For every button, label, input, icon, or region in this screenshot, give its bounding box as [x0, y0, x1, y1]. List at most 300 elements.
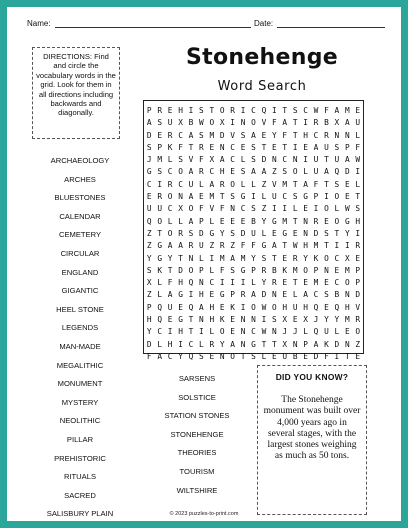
- grid-letter[interactable]: E: [167, 315, 173, 325]
- grid-letter[interactable]: F: [219, 204, 225, 214]
- grid-letter[interactable]: C: [230, 155, 235, 165]
- grid-letter[interactable]: H: [303, 302, 308, 312]
- grid-letter[interactable]: C: [240, 204, 246, 214]
- grid-letter[interactable]: J: [292, 327, 298, 337]
- grid-letter[interactable]: L: [199, 179, 204, 189]
- grid-letter[interactable]: U: [167, 302, 173, 312]
- grid-letter[interactable]: N: [240, 327, 246, 337]
- grid-letter[interactable]: S: [178, 155, 183, 165]
- grid-letter[interactable]: H: [199, 290, 204, 300]
- grid-letter[interactable]: Q: [188, 278, 194, 288]
- grid-letter[interactable]: R: [261, 265, 267, 275]
- grid-letter[interactable]: O: [303, 265, 308, 275]
- grid-letter[interactable]: E: [199, 192, 204, 202]
- grid-letter[interactable]: B: [324, 118, 329, 128]
- grid-letter[interactable]: D: [240, 228, 246, 238]
- grid-letter[interactable]: P: [199, 265, 204, 275]
- grid-letter[interactable]: T: [271, 253, 277, 263]
- grid-letter[interactable]: I: [230, 118, 235, 128]
- grid-letter[interactable]: Q: [157, 302, 163, 312]
- grid-letter[interactable]: U: [292, 302, 298, 312]
- grid-letter[interactable]: A: [303, 179, 308, 189]
- grid-letter[interactable]: E: [282, 253, 288, 263]
- grid-letter[interactable]: S: [146, 265, 152, 275]
- grid-letter[interactable]: O: [230, 351, 235, 361]
- grid-letter[interactable]: F: [146, 351, 152, 361]
- grid-letter[interactable]: Y: [271, 130, 277, 140]
- grid-letter[interactable]: F: [199, 155, 204, 165]
- grid-letter[interactable]: S: [146, 142, 152, 152]
- grid-letter[interactable]: L: [209, 265, 215, 275]
- grid-letter[interactable]: C: [209, 278, 215, 288]
- grid-letter[interactable]: S: [324, 228, 329, 238]
- grid-letter[interactable]: X: [146, 278, 152, 288]
- grid-letter[interactable]: T: [334, 228, 340, 238]
- grid-letter[interactable]: P: [355, 278, 361, 288]
- grid-letter[interactable]: S: [157, 167, 163, 177]
- grid-letter[interactable]: T: [324, 241, 329, 251]
- grid-letter[interactable]: W: [344, 204, 350, 214]
- grid-letter[interactable]: O: [251, 118, 256, 128]
- grid-letter[interactable]: E: [282, 290, 288, 300]
- grid-letter[interactable]: X: [303, 315, 308, 325]
- grid-letter[interactable]: O: [251, 302, 256, 312]
- grid-letter[interactable]: T: [282, 142, 288, 152]
- grid-letter[interactable]: N: [344, 290, 350, 300]
- grid-letter[interactable]: A: [344, 118, 350, 128]
- grid-letter[interactable]: U: [146, 204, 152, 214]
- name-field[interactable]: [27, 19, 251, 28]
- grid-letter[interactable]: S: [324, 290, 329, 300]
- grid-letter[interactable]: L: [157, 339, 163, 349]
- grid-letter[interactable]: I: [334, 351, 340, 361]
- grid-letter[interactable]: S: [251, 155, 256, 165]
- grid-letter[interactable]: M: [240, 253, 246, 263]
- grid-letter[interactable]: T: [271, 339, 277, 349]
- grid-letter[interactable]: Y: [167, 253, 173, 263]
- grid-letter[interactable]: G: [240, 265, 246, 275]
- grid-letter[interactable]: S: [292, 192, 298, 202]
- grid-letter[interactable]: N: [251, 315, 256, 325]
- grid-letter[interactable]: O: [292, 167, 298, 177]
- grid-letter[interactable]: G: [178, 315, 183, 325]
- grid-letter[interactable]: K: [167, 142, 173, 152]
- grid-letter[interactable]: A: [188, 192, 194, 202]
- grid-letter[interactable]: I: [188, 290, 194, 300]
- grid-letter[interactable]: X: [282, 339, 288, 349]
- grid-letter[interactable]: Z: [146, 228, 152, 238]
- grid-letter[interactable]: Z: [146, 290, 152, 300]
- grid-letter[interactable]: T: [282, 241, 288, 251]
- grid-letter[interactable]: Y: [146, 253, 152, 263]
- name-line[interactable]: [55, 20, 251, 28]
- grid-letter[interactable]: R: [209, 339, 215, 349]
- grid-letter[interactable]: R: [188, 241, 194, 251]
- grid-letter[interactable]: S: [199, 106, 204, 115]
- grid-letter[interactable]: Z: [355, 339, 361, 349]
- grid-letter[interactable]: L: [209, 216, 215, 226]
- grid-letter[interactable]: U: [199, 241, 204, 251]
- grid-letter[interactable]: I: [261, 315, 267, 325]
- grid-letter[interactable]: U: [324, 142, 329, 152]
- grid-letter[interactable]: G: [261, 241, 267, 251]
- grid-letter[interactable]: F: [324, 106, 329, 115]
- grid-letter[interactable]: E: [240, 216, 246, 226]
- grid-letter[interactable]: A: [271, 241, 277, 251]
- grid-letter[interactable]: D: [261, 290, 267, 300]
- grid-letter[interactable]: N: [219, 351, 225, 361]
- grid-letter[interactable]: D: [313, 351, 319, 361]
- grid-letter[interactable]: Y: [261, 216, 267, 226]
- grid-letter[interactable]: F: [167, 278, 173, 288]
- grid-letter[interactable]: D: [313, 228, 319, 238]
- grid-letter[interactable]: W: [313, 106, 319, 115]
- grid-letter[interactable]: G: [303, 192, 308, 202]
- grid-letter[interactable]: N: [303, 228, 308, 238]
- grid-letter[interactable]: V: [188, 155, 194, 165]
- grid-letter[interactable]: R: [167, 130, 173, 140]
- grid-letter[interactable]: N: [240, 339, 246, 349]
- grid-letter[interactable]: Q: [313, 327, 319, 337]
- grid-letter[interactable]: Q: [261, 106, 267, 115]
- date-line[interactable]: [277, 20, 385, 28]
- grid-letter[interactable]: I: [240, 302, 246, 312]
- grid-letter[interactable]: Y: [261, 278, 267, 288]
- grid-letter[interactable]: G: [219, 290, 225, 300]
- grid-letter[interactable]: C: [157, 327, 163, 337]
- grid-letter[interactable]: K: [313, 253, 319, 263]
- grid-letter[interactable]: T: [324, 155, 329, 165]
- grid-letter[interactable]: G: [146, 167, 152, 177]
- grid-letter[interactable]: I: [334, 241, 340, 251]
- grid-letter[interactable]: P: [146, 106, 152, 115]
- grid-letter[interactable]: L: [334, 204, 340, 214]
- grid-letter[interactable]: A: [344, 155, 350, 165]
- grid-letter[interactable]: C: [313, 290, 319, 300]
- grid-letter[interactable]: R: [292, 253, 298, 263]
- grid-letter[interactable]: O: [230, 179, 235, 189]
- grid-letter[interactable]: F: [271, 118, 277, 128]
- grid-letter[interactable]: T: [292, 118, 298, 128]
- grid-letter[interactable]: R: [313, 118, 319, 128]
- grid-letter[interactable]: R: [219, 179, 225, 189]
- grid-letter[interactable]: M: [282, 179, 288, 189]
- grid-letter[interactable]: W: [261, 327, 267, 337]
- grid-letter[interactable]: T: [324, 179, 329, 189]
- grid-letter[interactable]: I: [240, 106, 246, 115]
- grid-letter[interactable]: S: [240, 167, 246, 177]
- grid-letter[interactable]: L: [261, 192, 267, 202]
- grid-letter[interactable]: S: [230, 192, 235, 202]
- grid-letter[interactable]: A: [230, 253, 235, 263]
- grid-letter[interactable]: D: [344, 167, 350, 177]
- grid-letter[interactable]: M: [282, 216, 288, 226]
- grid-letter[interactable]: N: [303, 216, 308, 226]
- grid-letter[interactable]: M: [292, 265, 298, 275]
- grid-letter[interactable]: S: [199, 351, 204, 361]
- grid-letter[interactable]: I: [178, 339, 183, 349]
- grid-letter[interactable]: G: [271, 216, 277, 226]
- grid-letter[interactable]: L: [261, 351, 267, 361]
- grid-letter[interactable]: C: [230, 142, 235, 152]
- grid-letter[interactable]: R: [271, 278, 277, 288]
- grid-letter[interactable]: G: [157, 253, 163, 263]
- grid-letter[interactable]: I: [271, 204, 277, 214]
- grid-letter[interactable]: O: [157, 216, 163, 226]
- grid-letter[interactable]: L: [261, 228, 267, 238]
- grid-letter[interactable]: R: [178, 228, 183, 238]
- grid-letter[interactable]: T: [292, 278, 298, 288]
- grid-letter[interactable]: C: [251, 106, 256, 115]
- grid-letter[interactable]: I: [303, 155, 308, 165]
- grid-letter[interactable]: E: [209, 290, 215, 300]
- grid-letter[interactable]: P: [313, 192, 319, 202]
- grid-letter[interactable]: E: [157, 130, 163, 140]
- grid-letter[interactable]: C: [146, 179, 152, 189]
- grid-letter[interactable]: F: [178, 142, 183, 152]
- grid-letter[interactable]: T: [292, 179, 298, 189]
- grid-letter[interactable]: L: [303, 167, 308, 177]
- grid-letter[interactable]: R: [355, 315, 361, 325]
- grid-letter[interactable]: N: [271, 290, 277, 300]
- grid-letter[interactable]: E: [178, 302, 183, 312]
- grid-letter[interactable]: R: [313, 216, 319, 226]
- grid-letter[interactable]: O: [324, 253, 329, 263]
- grid-letter[interactable]: E: [292, 228, 298, 238]
- grid-letter[interactable]: X: [209, 155, 215, 165]
- grid-letter[interactable]: T: [219, 192, 225, 202]
- grid-letter[interactable]: Y: [146, 327, 152, 337]
- grid-letter[interactable]: E: [271, 228, 277, 238]
- grid-letter[interactable]: A: [261, 167, 267, 177]
- grid-letter[interactable]: G: [344, 216, 350, 226]
- grid-letter[interactable]: U: [313, 167, 319, 177]
- grid-letter[interactable]: T: [261, 142, 267, 152]
- grid-letter[interactable]: Z: [230, 241, 235, 251]
- grid-letter[interactable]: E: [271, 351, 277, 361]
- grid-letter[interactable]: T: [282, 106, 288, 115]
- grid-letter[interactable]: E: [240, 142, 246, 152]
- grid-letter[interactable]: O: [271, 302, 277, 312]
- grid-letter[interactable]: M: [313, 241, 319, 251]
- grid-letter[interactable]: A: [324, 167, 329, 177]
- grid-letter[interactable]: T: [178, 253, 183, 263]
- grid-letter[interactable]: V: [271, 179, 277, 189]
- grid-letter[interactable]: X: [282, 315, 288, 325]
- grid-letter[interactable]: H: [167, 339, 173, 349]
- grid-letter[interactable]: L: [251, 278, 256, 288]
- grid-letter[interactable]: C: [282, 192, 288, 202]
- grid-letter[interactable]: S: [334, 179, 340, 189]
- grid-letter[interactable]: R: [157, 106, 163, 115]
- grid-letter[interactable]: O: [344, 278, 350, 288]
- grid-letter[interactable]: L: [292, 290, 298, 300]
- grid-letter[interactable]: G: [251, 339, 256, 349]
- grid-letter[interactable]: E: [167, 106, 173, 115]
- grid-letter[interactable]: U: [188, 179, 194, 189]
- grid-letter[interactable]: T: [188, 315, 194, 325]
- grid-letter[interactable]: W: [199, 118, 204, 128]
- grid-letter[interactable]: N: [271, 327, 277, 337]
- grid-letter[interactable]: F: [240, 241, 246, 251]
- grid-letter[interactable]: C: [313, 130, 319, 140]
- grid-letter[interactable]: O: [334, 216, 340, 226]
- grid-letter[interactable]: L: [334, 327, 340, 337]
- grid-letter[interactable]: M: [344, 315, 350, 325]
- grid-letter[interactable]: E: [230, 167, 235, 177]
- grid-letter[interactable]: C: [167, 351, 173, 361]
- grid-letter[interactable]: L: [355, 179, 361, 189]
- grid-letter[interactable]: R: [199, 167, 204, 177]
- grid-letter[interactable]: Y: [303, 253, 308, 263]
- grid-letter[interactable]: I: [209, 253, 215, 263]
- grid-letter[interactable]: B: [292, 351, 298, 361]
- grid-letter[interactable]: U: [324, 327, 329, 337]
- grid-letter[interactable]: O: [334, 192, 340, 202]
- grid-letter[interactable]: C: [282, 155, 288, 165]
- grid-letter[interactable]: P: [146, 302, 152, 312]
- grid-letter[interactable]: T: [292, 130, 298, 140]
- grid-letter[interactable]: Z: [261, 179, 267, 189]
- grid-letter[interactable]: D: [178, 265, 183, 275]
- grid-letter[interactable]: Y: [178, 351, 183, 361]
- grid-letter[interactable]: T: [188, 327, 194, 337]
- grid-letter[interactable]: A: [146, 118, 152, 128]
- grid-letter[interactable]: O: [324, 204, 329, 214]
- grid-letter[interactable]: M: [209, 130, 215, 140]
- grid-letter[interactable]: W: [355, 155, 361, 165]
- grid-letter[interactable]: U: [251, 228, 256, 238]
- grid-letter[interactable]: R: [355, 241, 361, 251]
- grid-letter[interactable]: D: [219, 130, 225, 140]
- grid-letter[interactable]: A: [188, 216, 194, 226]
- grid-letter[interactable]: R: [167, 179, 173, 189]
- grid-letter[interactable]: A: [188, 130, 194, 140]
- grid-letter[interactable]: A: [167, 241, 173, 251]
- grid-letter[interactable]: I: [157, 179, 163, 189]
- grid-letter[interactable]: T: [167, 265, 173, 275]
- grid-letter[interactable]: N: [292, 339, 298, 349]
- grid-letter[interactable]: C: [167, 167, 173, 177]
- grid-letter[interactable]: E: [271, 142, 277, 152]
- grid-letter[interactable]: T: [188, 142, 194, 152]
- grid-letter[interactable]: T: [157, 228, 163, 238]
- grid-letter[interactable]: T: [344, 351, 350, 361]
- grid-letter[interactable]: C: [188, 339, 194, 349]
- grid-letter[interactable]: Q: [188, 302, 194, 312]
- grid-letter[interactable]: I: [240, 278, 246, 288]
- grid-letter[interactable]: C: [334, 278, 340, 288]
- grid-letter[interactable]: E: [355, 106, 361, 115]
- grid-letter[interactable]: Z: [271, 167, 277, 177]
- grid-letter[interactable]: N: [240, 118, 246, 128]
- grid-letter[interactable]: K: [157, 265, 163, 275]
- grid-letter[interactable]: Q: [334, 167, 340, 177]
- grid-letter[interactable]: F: [251, 241, 256, 251]
- grid-letter[interactable]: I: [313, 204, 319, 214]
- grid-letter[interactable]: Y: [334, 315, 340, 325]
- grid-letter[interactable]: E: [355, 351, 361, 361]
- grid-letter[interactable]: O: [178, 167, 183, 177]
- grid-letter[interactable]: T: [240, 351, 246, 361]
- grid-letter[interactable]: V: [209, 204, 215, 214]
- grid-letter[interactable]: A: [303, 290, 308, 300]
- grid-letter[interactable]: N: [344, 339, 350, 349]
- grid-letter[interactable]: A: [167, 290, 173, 300]
- grid-letter[interactable]: D: [355, 290, 361, 300]
- grid-letter[interactable]: E: [209, 351, 215, 361]
- grid-letter[interactable]: R: [230, 106, 235, 115]
- grid-letter[interactable]: U: [167, 118, 173, 128]
- grid-letter[interactable]: I: [167, 327, 173, 337]
- grid-letter[interactable]: P: [230, 290, 235, 300]
- grid-letter[interactable]: Y: [324, 315, 329, 325]
- grid-letter[interactable]: B: [251, 216, 256, 226]
- grid-letter[interactable]: G: [240, 192, 246, 202]
- grid-letter[interactable]: E: [324, 278, 329, 288]
- grid-letter[interactable]: I: [303, 118, 308, 128]
- grid-letter[interactable]: C: [178, 179, 183, 189]
- grid-letter[interactable]: E: [334, 265, 340, 275]
- grid-letter[interactable]: U: [355, 118, 361, 128]
- grid-letter[interactable]: A: [282, 118, 288, 128]
- grid-letter[interactable]: A: [219, 155, 225, 165]
- grid-letter[interactable]: L: [167, 216, 173, 226]
- grid-letter[interactable]: R: [219, 241, 225, 251]
- grid-letter[interactable]: E: [230, 216, 235, 226]
- grid-letter[interactable]: E: [209, 142, 215, 152]
- grid-letter[interactable]: Q: [146, 216, 152, 226]
- grid-letter[interactable]: A: [199, 302, 204, 312]
- grid-letter[interactable]: V: [230, 130, 235, 140]
- grid-letter[interactable]: S: [251, 204, 256, 214]
- grid-letter[interactable]: U: [157, 204, 163, 214]
- grid-letter[interactable]: E: [230, 327, 235, 337]
- grid-letter[interactable]: R: [240, 290, 246, 300]
- grid-letter[interactable]: A: [178, 241, 183, 251]
- grid-letter[interactable]: E: [344, 179, 350, 189]
- grid-letter[interactable]: E: [324, 216, 329, 226]
- grid-letter[interactable]: P: [157, 142, 163, 152]
- grid-letter[interactable]: S: [230, 228, 235, 238]
- grid-letter[interactable]: A: [251, 167, 256, 177]
- grid-letter[interactable]: C: [334, 253, 340, 263]
- grid-letter[interactable]: D: [261, 155, 267, 165]
- grid-letter[interactable]: L: [178, 216, 183, 226]
- grid-letter[interactable]: S: [282, 167, 288, 177]
- grid-letter[interactable]: W: [261, 302, 267, 312]
- grid-letter[interactable]: B: [188, 118, 194, 128]
- grid-letter[interactable]: G: [178, 290, 183, 300]
- grid-letter[interactable]: X: [178, 204, 183, 214]
- grid-letter[interactable]: J: [282, 327, 288, 337]
- grid-letter[interactable]: S: [188, 228, 194, 238]
- grid-letter[interactable]: Q: [313, 302, 319, 312]
- grid-letter[interactable]: L: [209, 327, 215, 337]
- grid-letter[interactable]: F: [313, 179, 319, 189]
- grid-letter[interactable]: N: [344, 130, 350, 140]
- grid-letter[interactable]: M: [344, 106, 350, 115]
- grid-letter[interactable]: U: [282, 351, 288, 361]
- grid-letter[interactable]: N: [292, 155, 298, 165]
- grid-letter[interactable]: J: [146, 155, 152, 165]
- grid-letter[interactable]: L: [157, 278, 163, 288]
- grid-letter[interactable]: C: [178, 130, 183, 140]
- grid-letter[interactable]: H: [178, 106, 183, 115]
- grid-letter[interactable]: A: [209, 179, 215, 189]
- grid-letter[interactable]: Z: [146, 241, 152, 251]
- grid-letter[interactable]: D: [146, 130, 152, 140]
